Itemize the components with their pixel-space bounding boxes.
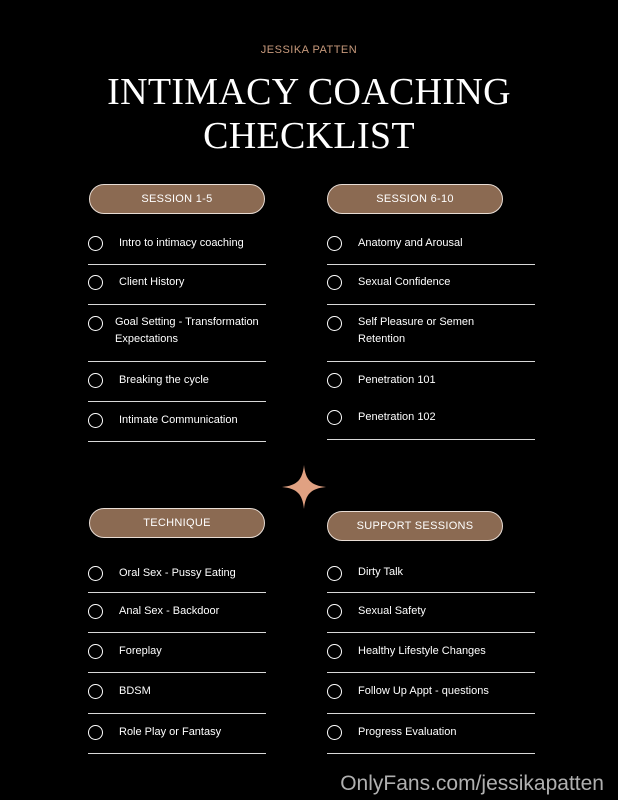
checklist-item	[88, 305, 266, 362]
checklist-item	[88, 714, 266, 754]
checklist-item	[88, 362, 266, 402]
checkbox-circle[interactable]	[327, 316, 342, 331]
checklist-item	[88, 633, 266, 673]
checklist-item-label: Anatomy and Arousal	[358, 237, 463, 249]
checklist-item	[88, 226, 266, 265]
checklist-item	[88, 265, 266, 305]
checklist-item-label: Penetration 101	[358, 374, 436, 386]
checkbox-circle[interactable]	[327, 725, 342, 740]
checklist-item	[88, 593, 266, 633]
checklist-item	[327, 226, 535, 265]
checklist-item-label: Intro to intimacy coaching	[119, 237, 244, 249]
checklist-item-label: Self Pleasure or Semen Retention	[358, 316, 475, 345]
checkbox-circle[interactable]	[88, 316, 103, 331]
author-name: JESSIKA PATTEN	[260, 44, 358, 56]
checkbox-circle[interactable]	[88, 236, 103, 251]
checklist-item-label: Sexual Confidence	[358, 276, 451, 288]
checkbox-circle[interactable]	[88, 644, 103, 659]
checklist-item	[327, 402, 535, 440]
checkbox-circle[interactable]	[327, 275, 342, 290]
checkbox-circle[interactable]	[88, 275, 103, 290]
checkbox-circle[interactable]	[327, 410, 342, 425]
watermark: OnlyFans.com/jessikapatten	[340, 772, 604, 795]
checkbox-circle[interactable]	[88, 604, 103, 619]
checkbox-circle[interactable]	[327, 644, 342, 659]
page-title	[0, 70, 618, 158]
checklist-item-label: Goal Setting - Transformation Expectations	[115, 316, 259, 345]
checklist-item-label: Follow Up Appt - questions	[358, 685, 489, 697]
checkbox-circle[interactable]	[88, 566, 103, 581]
checklist-item	[327, 714, 535, 754]
checkbox-circle[interactable]	[88, 725, 103, 740]
section-header-technique: TECHNIQUE	[89, 508, 265, 538]
checklist-item	[327, 265, 535, 305]
section-header-support-sessions: SUPPORT SESSIONS	[327, 511, 503, 541]
checklist-item	[327, 673, 535, 714]
checklist-item-label: Client History	[119, 276, 185, 288]
checklist-item-label: Anal Sex - Backdoor	[119, 605, 220, 617]
checklist-item-label: Role Play or Fantasy	[119, 726, 222, 738]
checkbox-circle[interactable]	[327, 373, 342, 388]
checklist-item	[88, 673, 266, 714]
checklist-item-label: Dirty Talk	[358, 566, 404, 578]
checklist-item-label: Healthy Lifestyle Changes	[358, 645, 486, 657]
checkbox-circle[interactable]	[327, 566, 342, 581]
checkbox-circle[interactable]	[327, 684, 342, 699]
checklist-support-sessions	[327, 555, 535, 754]
section-header-session-1-5: SESSION 1-5	[89, 184, 265, 214]
checklist-item-label: Oral Sex - Pussy Eating	[119, 567, 236, 579]
title-line-2: CHECKLIST	[203, 115, 415, 157]
checklist-session-1-5	[88, 226, 266, 442]
checklist-item	[327, 362, 535, 402]
checklist-item	[327, 555, 535, 593]
checklist-item	[327, 305, 535, 362]
checklist-item-label: BDSM	[119, 685, 151, 697]
checklist-technique	[88, 555, 266, 754]
checkbox-circle[interactable]	[88, 684, 103, 699]
checklist-item-label: Progress Evaluation	[358, 726, 457, 738]
checklist-item	[327, 593, 535, 633]
checklist-item	[88, 555, 266, 593]
checklist-item-label: Foreplay	[119, 645, 162, 657]
checklist-item	[88, 402, 266, 442]
checklist-item-label: Intimate Communication	[119, 414, 238, 426]
checkbox-circle[interactable]	[88, 373, 103, 388]
four-point-star-icon	[282, 465, 326, 509]
checklist-item-label: Breaking the cycle	[119, 374, 209, 386]
section-header-session-6-10: SESSION 6-10	[327, 184, 503, 214]
title-line-1: INTIMACY COACHING	[107, 71, 511, 113]
checkbox-circle[interactable]	[88, 413, 103, 428]
checkbox-circle[interactable]	[327, 604, 342, 619]
checklist-session-6-10	[327, 226, 535, 440]
checklist-item-label: Sexual Safety	[358, 605, 426, 617]
checklist-item-label: Penetration 102	[358, 411, 436, 423]
checklist-item	[327, 633, 535, 673]
checkbox-circle[interactable]	[327, 236, 342, 251]
